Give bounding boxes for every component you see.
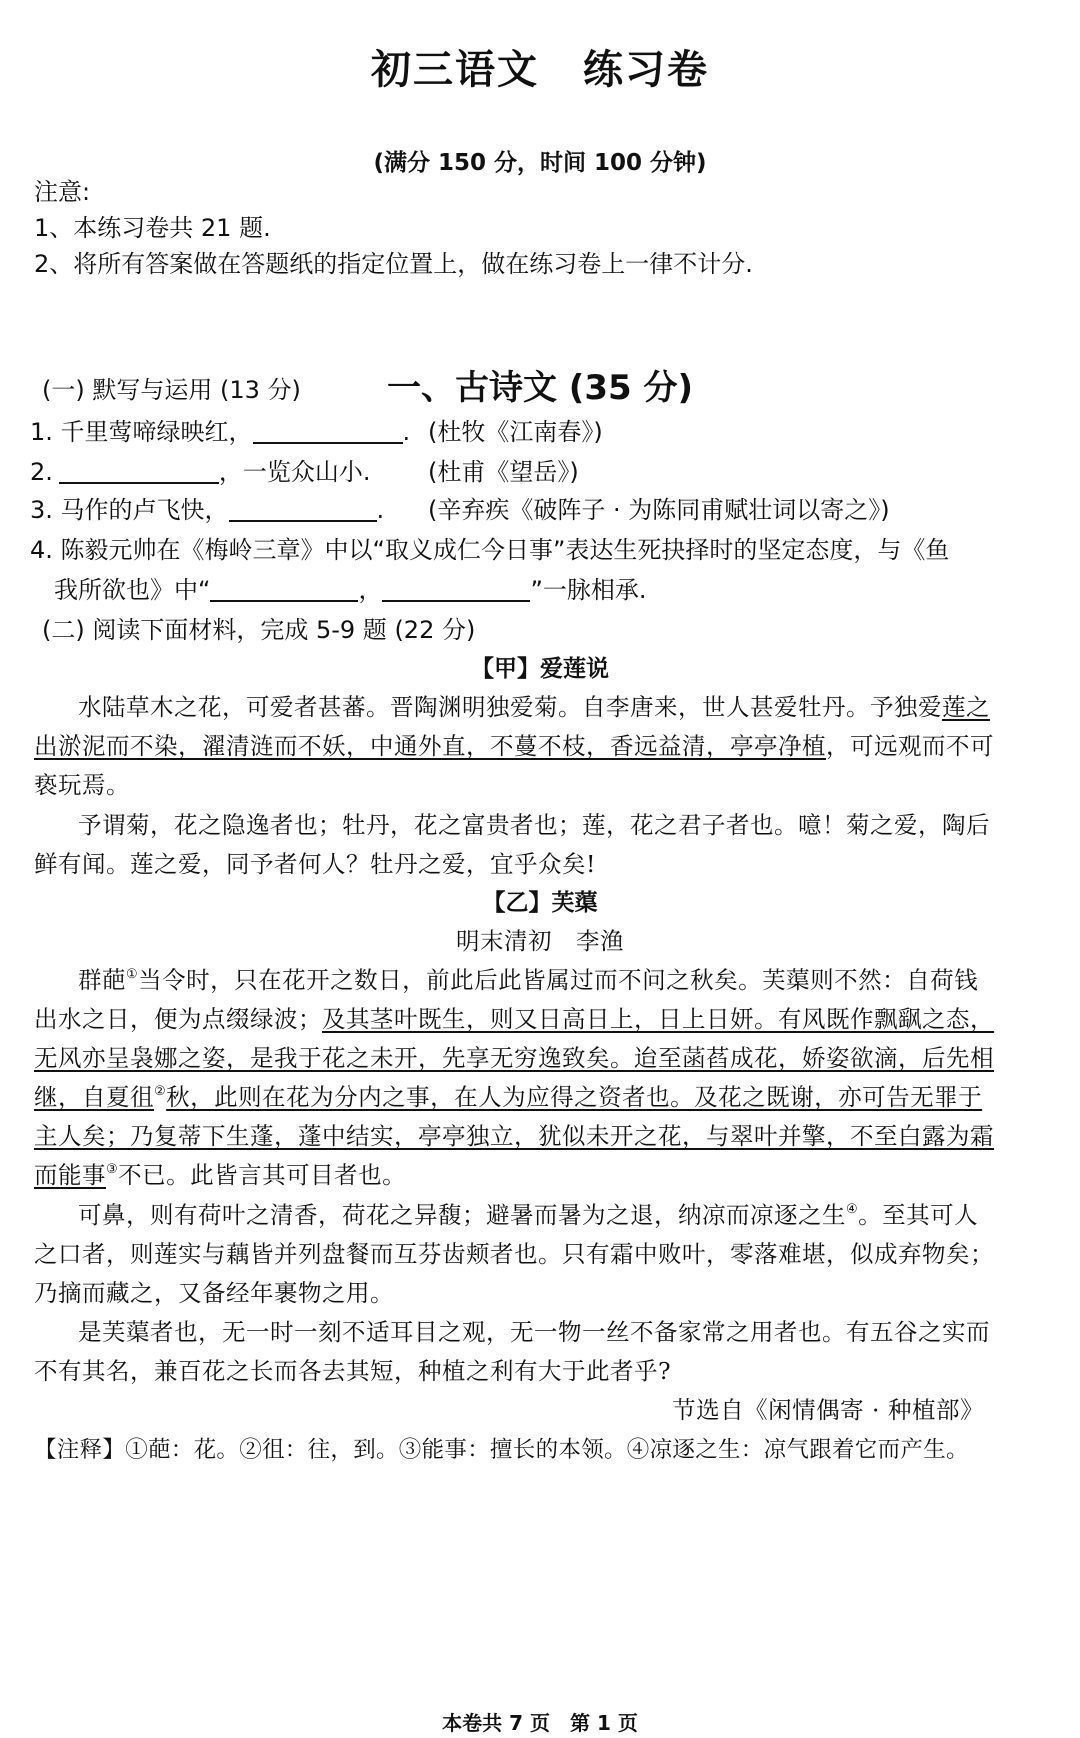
notice-item-1: 1、本练习卷共 21 题. bbox=[34, 214, 271, 242]
question-4-text-c: ”一脉相承. bbox=[530, 576, 647, 604]
question-3-source: (辛弃疾《破阵子 · 为陈同甫赋壮词以寄之》) bbox=[428, 496, 890, 524]
passage-text: 可鼻，则有荷叶之清香，荷花之异馥；避暑而暑为之退，纳凉而凉逐之生 bbox=[78, 1201, 846, 1229]
answer-blank[interactable] bbox=[253, 418, 403, 444]
passage-text: 出水之日，便为点缀绿波； bbox=[34, 1005, 322, 1033]
question-2-num: 2. bbox=[30, 458, 53, 486]
annotation: 【注释】①葩：花。②徂：往，到。③能事：擅长的本领。④凉逐之生：凉气跟着它而产生。 bbox=[34, 1437, 969, 1463]
answer-blank[interactable] bbox=[382, 576, 530, 602]
question-1-end: . bbox=[402, 418, 411, 446]
underlined-text: 出淤泥而不染，濯清涟而不妖，中通外直，不蔓不枝，香远益清，亭亭净植 bbox=[34, 732, 826, 760]
passage-a-line bbox=[78, 688, 990, 722]
question-3-text: 3. 马作的卢飞快， bbox=[30, 496, 229, 524]
title-subject: 初三语文 bbox=[371, 47, 539, 93]
passage-text: ，可远观而不可 bbox=[826, 732, 994, 760]
passage-a-line bbox=[34, 727, 994, 761]
page-footer: 本卷共 7 页 第 1 页 bbox=[442, 1711, 638, 1735]
question-4-line-1: 4. 陈毅元帅在《梅岭三章》中以“取义成仁今日事”表达生死抉择时的坚定态度，与《鱼 bbox=[30, 536, 950, 564]
question-2 bbox=[30, 452, 371, 487]
underlined-text: 无风亦呈袅娜之姿，是我于花之未开，先享无穷逸致矣。迨至菡萏成花，娇姿欲滴，后先相 bbox=[34, 1044, 994, 1072]
question-4-line-2 bbox=[54, 570, 647, 605]
passage-text: 。至其可人 bbox=[858, 1201, 979, 1229]
underlined-text: 而能事 bbox=[34, 1161, 106, 1189]
notice-label: 注意: bbox=[34, 178, 91, 206]
part2-title: (二) 阅读下面材料，完成 5-9 题 (22 分) bbox=[42, 616, 476, 644]
passage-b-line bbox=[78, 961, 978, 995]
page-title bbox=[0, 38, 1080, 95]
footnote-marker: ④ bbox=[846, 1202, 859, 1217]
question-4-text-b: ， bbox=[358, 576, 383, 604]
question-4-text-a: 我所欲也》中“ bbox=[54, 576, 211, 604]
passage-a-line: 予谓菊，花之隐逸者也；牡丹，花之富贵者也；莲，花之君子者也。噫！菊之爱，陶后 bbox=[78, 811, 990, 839]
section-title: 一、古诗文 (35 分) bbox=[386, 368, 694, 408]
passage-b-line bbox=[34, 1078, 982, 1112]
passage-b-source: 节选自《闲情偶寄 · 种植部》 bbox=[672, 1396, 984, 1424]
passage-a-title: 【甲】爱莲说 bbox=[471, 655, 609, 682]
passage-b-line bbox=[34, 1156, 406, 1190]
passage-b-line: 是芙蕖者也，无一时一刻不适耳目之观，无一物一丝不备家常之用者也。有五谷之实而 bbox=[78, 1318, 990, 1346]
underlined-text: 继，自夏徂 bbox=[34, 1083, 154, 1111]
passage-text: 水陆草木之花，可爱者甚蕃。晋陶渊明独爱菊。自李唐来，世人甚爱牡丹。予独爱 bbox=[78, 693, 942, 721]
underlined-text: 及其茎叶既生，则又日高日上，日上日妍。有风既作飘飖之态， bbox=[322, 1005, 994, 1033]
passage-text: 不已。此皆言其可目者也。 bbox=[118, 1161, 407, 1189]
underlined-text: 秋，此则在花为分内之事，在人为应得之资者也。及花之既谢，亦可告无罪于 bbox=[166, 1083, 983, 1111]
footnote-marker: ① bbox=[126, 967, 139, 982]
notice-item-2: 2、将所有答案做在答题纸的指定位置上，做在练习卷上一律不计分. bbox=[34, 250, 753, 278]
footnote-marker: ② bbox=[154, 1084, 167, 1099]
passage-a-line: 亵玩焉。 bbox=[34, 771, 130, 799]
passage-b-author: 明末清初 李渔 bbox=[456, 927, 624, 955]
passage-b-line bbox=[34, 1117, 994, 1151]
question-1 bbox=[30, 412, 410, 447]
passage-b-title: 【乙】芙蕖 bbox=[482, 889, 598, 916]
footnote-marker: ③ bbox=[106, 1162, 119, 1177]
passage-text: 群葩 bbox=[78, 966, 126, 994]
passage-b-line bbox=[34, 1000, 994, 1034]
answer-blank[interactable] bbox=[59, 458, 219, 484]
passage-a-line: 鲜有闻。莲之爱，同予者何人？牡丹之爱，宜乎众矣! bbox=[34, 850, 596, 878]
question-1-text: 1. 千里莺啼绿映红， bbox=[30, 418, 253, 446]
answer-blank[interactable] bbox=[229, 496, 377, 522]
passage-b-line bbox=[34, 1039, 994, 1073]
passage-b-line: 不有其名，兼百花之长而各去其短，种植之利有大于此者乎? bbox=[34, 1357, 672, 1385]
answer-blank[interactable] bbox=[210, 576, 358, 602]
question-3 bbox=[30, 490, 384, 525]
underlined-text: 莲之 bbox=[942, 693, 990, 721]
passage-b-line: 之口者，则莲实与藕皆并列盘餐而互芬齿颊者也。只有霜中败叶，零落难堪，似成弃物矣； bbox=[34, 1240, 994, 1268]
question-3-end: . bbox=[376, 496, 385, 524]
title-type: 练习卷 bbox=[583, 47, 709, 93]
question-2-text: ，一览众山小. bbox=[218, 458, 371, 486]
question-1-source: (杜牧《江南春》) bbox=[428, 418, 603, 446]
passage-b-line bbox=[78, 1196, 978, 1230]
part1-title: (一) 默写与运用 (13 分) bbox=[42, 376, 301, 404]
exam-info: (满分 150 分，时间 100 分钟) bbox=[373, 150, 707, 176]
passage-b-line: 乃摘而藏之，又备经年裹物之用。 bbox=[34, 1279, 394, 1307]
passage-text: 当令时，只在花开之数日，前此后此皆属过而不问之秋矣。芙蕖则不然：自荷钱 bbox=[138, 966, 979, 994]
underlined-text: 主人矣；乃复蒂下生蓬，蓬中结实，亭亭独立，犹似未开之花，与翠叶并擎，不至白露为霜 bbox=[34, 1122, 994, 1150]
question-2-source: (杜甫《望岳》) bbox=[428, 458, 579, 486]
